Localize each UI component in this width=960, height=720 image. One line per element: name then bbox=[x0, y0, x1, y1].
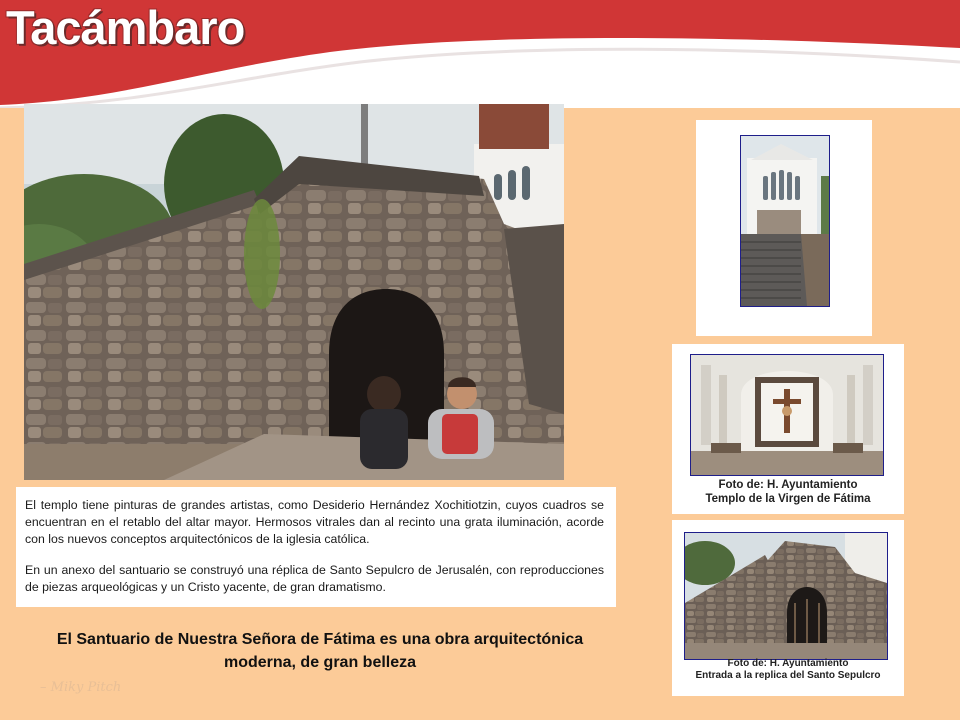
description-paragraph-2: En un anexo del santuario se construyó una réplica de Santo Sepulcro de Jerusalén, con reproducciones de piezas arqueológicas y un Cristo yacente, de gran dramatismo. bbox=[25, 563, 604, 594]
photo-title: Templo de la Virgen de Fátima bbox=[705, 493, 871, 505]
photo-card-sepulchre-entrance bbox=[672, 520, 904, 696]
church-facade-photo bbox=[740, 135, 830, 307]
photo-card-temple-interior bbox=[672, 344, 904, 514]
app-title: Tacámbaro bbox=[6, 1, 245, 54]
main-caption: El Santuario de Nuestra Señora de Fátima es una obra arquitectónica moderna, de gran belleza bbox=[56, 631, 584, 671]
card-caption bbox=[672, 658, 904, 682]
signature-watermark: – Miky Pitch bbox=[40, 680, 122, 695]
header-banner bbox=[0, 0, 960, 108]
photo-card-rear-entrance bbox=[696, 120, 872, 336]
card-caption bbox=[672, 478, 904, 506]
description-box bbox=[16, 487, 616, 607]
main-photo-sepulchre bbox=[24, 104, 564, 480]
photo-credit: Foto de: H. Ayuntamiento bbox=[727, 658, 849, 669]
photo-title: Entrada a la replica del Santo Sepulcro bbox=[695, 670, 881, 681]
description-paragraph-1: El templo tiene pinturas de grandes artistas, como Desiderio Hernández Xochitiotzin, cuyos cuadros se encuentran en el retablo del altar mayor. Hermosos vitrales dan al recinto una grata iluminación, acorde con los nuevos conceptos arquitectónicos de la iglesia católica. bbox=[25, 498, 604, 546]
photo-credit: Foto de: H. Ayuntamiento bbox=[718, 479, 858, 491]
church-interior-photo bbox=[690, 354, 884, 476]
stone-sepulchre-photo bbox=[684, 532, 888, 660]
